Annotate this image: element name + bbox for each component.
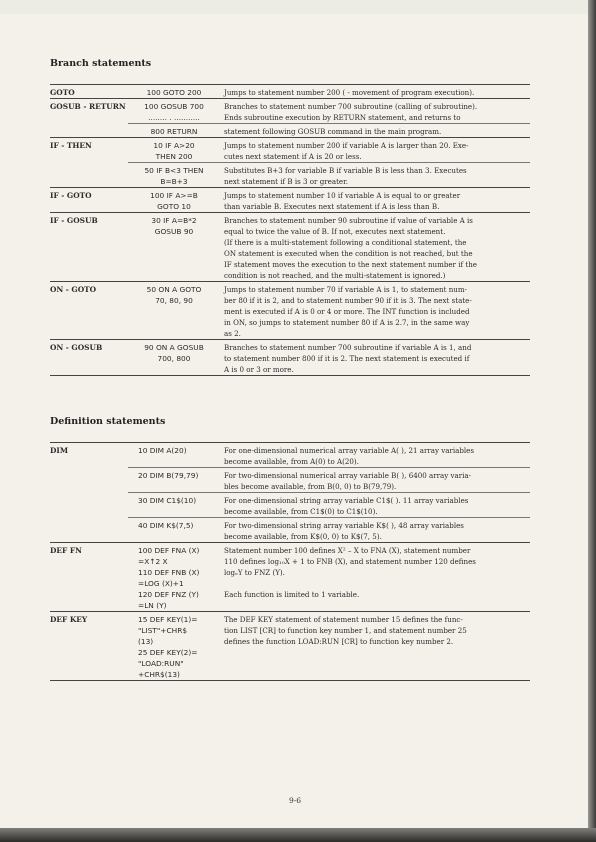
- statement-description: For one-dimensional string array variable C1$( ). 11 array variables become available, from C1$(0) to C1$(10).: [220, 493, 530, 518]
- statement-row: [50, 85, 530, 99]
- statement-description: Branches to statement number 700 subroutine if variable A is 1, and to statement number 800 if it is 2. The next statement is executed if A is 0 or 3 or more.: [220, 340, 530, 376]
- statement-example: 40 DIM K$(7,5): [128, 518, 220, 543]
- statement-description: For one-dimensional numerical array variable A( ), 21 array variables become available, from A(0) to A(20).: [220, 443, 530, 468]
- statement-description: Statement number 100 defines X² – X to FNA (X), statement number 110 defines log₁₀X + 1 to FNB (X), and statement number 120 defines logₑY to FNZ (Y). Each function is limited to 1 variable.: [220, 543, 530, 612]
- page-number: 9-6: [288, 796, 302, 805]
- statement-row: [50, 468, 530, 493]
- statement-keyword: [50, 493, 128, 518]
- statement-keyword: [50, 518, 128, 543]
- scan-edge-right: [588, 0, 596, 842]
- statement-example: 20 DIM B(79,79): [128, 468, 220, 493]
- statement-keyword: IF - GOSUB: [50, 213, 128, 282]
- statement-description: Jumps to statement number 200 ( - movement of program execution).: [220, 85, 530, 99]
- statement-row: [50, 518, 530, 543]
- statement-example: 100 DEF FNA (X) =X↑2 X 110 DEF FNB (X) =LOG (X)+1 120 DEF FNZ (Y) =LN (Y): [128, 543, 220, 612]
- statement-description: Jumps to statement number 200 if variable A is larger than 20. Exe- cutes next statement if A is 20 or less.: [220, 138, 530, 163]
- statement-example: 10 DIM A(20): [128, 443, 220, 468]
- statement-example: 100 IF A>=B GOTO 10: [128, 188, 220, 213]
- statement-example: 90 ON A GOSUB 700, 800: [128, 340, 220, 376]
- statement-row: [50, 612, 530, 681]
- statement-row: [50, 138, 530, 163]
- statement-description: Substitutes B+3 for variable B if variable B is less than 3. Executes next statement if B is 3 or greater.: [220, 163, 530, 188]
- statement-keyword: GOTO: [50, 85, 128, 99]
- statement-row: [50, 543, 530, 612]
- scan-edge-bottom: [0, 828, 596, 842]
- statement-keyword: ON - GOTO: [50, 282, 128, 340]
- statement-keyword: DIM: [50, 443, 128, 468]
- statement-description: Branches to statement number 700 subroutine (calling of subroutine). Ends subroutine execution by RETURN statement, and returns to: [220, 99, 530, 124]
- statement-example: 50 ON A GOTO 70, 80, 90: [128, 282, 220, 340]
- statement-row: [50, 340, 530, 376]
- statement-example: 15 DEF KEY(1)= "LIST"+CHR$ (13) 25 DEF KEY(2)= "LOAD:RUN" +CHR$(13): [128, 612, 220, 681]
- statement-example: 10 IF A>20 THEN 200: [128, 138, 220, 163]
- statement-description: Jumps to statement number 70 if variable A is 1, to statement num- ber 80 if it is 2, and to statement number 90 if it is 3. The next state- ment is executed if A is 0 or 4 or more. The INT function is included in ON, so jumps to statement number 80 if A is 2.7, in the same way as 2.: [220, 282, 530, 340]
- statement-keyword: DEF FN: [50, 543, 128, 612]
- definition-statements-table: [50, 442, 530, 681]
- statement-description: For two-dimensional string array variable K$( ), 48 array variables become available, from K$(0, 0) to K$(7, 5).: [220, 518, 530, 543]
- statement-example: 800 RETURN: [128, 124, 220, 138]
- statement-description: For two-dimensional numerical array variable B( ), 6400 array varia- bles become available, from B(0, 0) to B(79,79).: [220, 468, 530, 493]
- statement-row: [50, 443, 530, 468]
- statement-keyword: [50, 468, 128, 493]
- statement-row: [50, 493, 530, 518]
- statement-example: 50 IF B<3 THEN B=B+3: [128, 163, 220, 188]
- statement-keyword: [50, 124, 128, 138]
- definition-section-title: Definition statements: [50, 416, 166, 427]
- statement-keyword: IF - THEN: [50, 138, 128, 163]
- statement-description: statement following GOSUB command in the main program.: [220, 124, 530, 138]
- statement-description: Jumps to statement number 10 if variable A is equal to or greater than variable B. Executes next statement if A is less than B.: [220, 188, 530, 213]
- page-top-margin: [0, 0, 590, 14]
- statement-description: The DEF KEY statement of statement number 15 defines the func- tion LIST [CR] to function key number 1, and statement number 25 defines the function LOAD:RUN [CR] to function key number 2.: [220, 612, 530, 681]
- statement-keyword: ON - GOSUB: [50, 340, 128, 376]
- statement-row: [50, 124, 530, 138]
- statement-keyword: IF - GOTO: [50, 188, 128, 213]
- statement-row: [50, 163, 530, 188]
- statement-row: [50, 99, 530, 124]
- statement-row: [50, 188, 530, 213]
- statement-description: Branches to statement number 90 subroutine if value of variable A is equal to twice the value of B. If not, executes next statement. (If there is a multi-statement following a conditional statement, the ON statement is executed when the condition is not reached, but the IF statement moves the execution to the next statement number if the condition is not reached, and the multi-statement is ignored.): [220, 213, 530, 282]
- branch-statements-table: [50, 84, 530, 376]
- statement-keyword: [50, 163, 128, 188]
- statement-keyword: DEF KEY: [50, 612, 128, 681]
- statement-example: 100 GOSUB 700 ........ . ...........: [128, 99, 220, 124]
- statement-row: [50, 282, 530, 340]
- statement-keyword: GOSUB - RETURN: [50, 99, 128, 124]
- statement-example: 30 DIM C1$(10): [128, 493, 220, 518]
- statement-example: 100 GOTO 200: [128, 85, 220, 99]
- statement-row: [50, 213, 530, 282]
- statement-example: 30 IF A=B*2 GOSUB 90: [128, 213, 220, 282]
- branch-section-title: Branch statements: [50, 58, 152, 69]
